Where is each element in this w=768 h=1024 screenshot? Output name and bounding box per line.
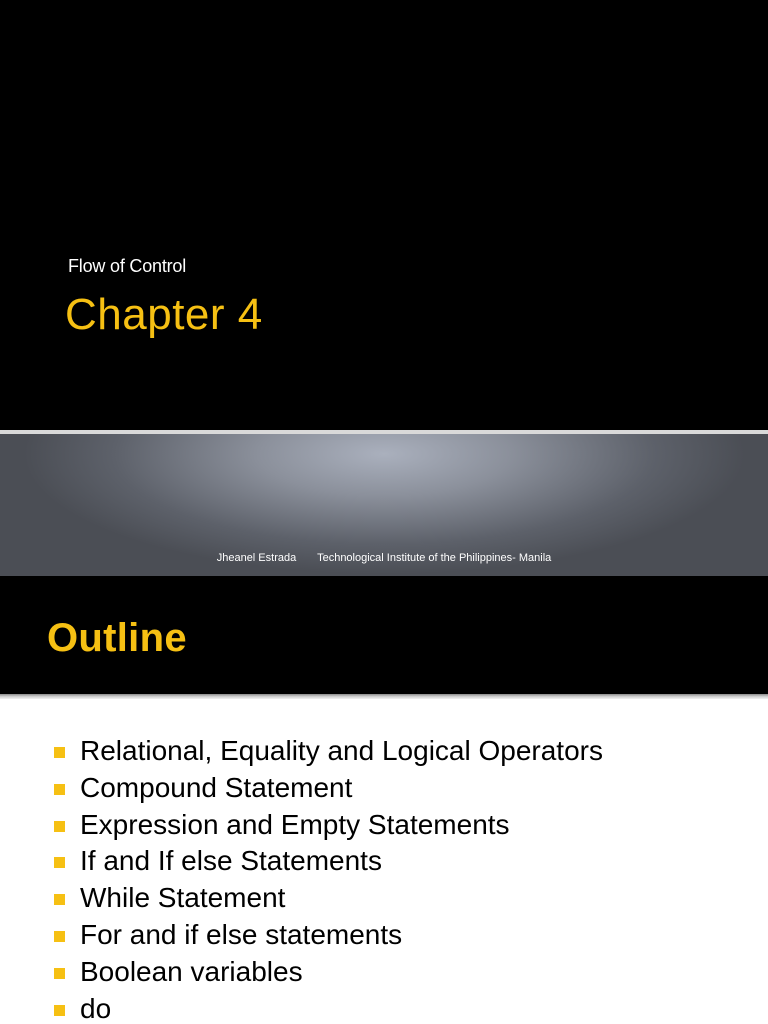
bullet-list <box>52 733 603 1024</box>
footer-author: Jheanel Estrada <box>216 552 297 564</box>
outline-body <box>0 699 768 1024</box>
list-item <box>52 917 603 954</box>
outline-slide <box>0 576 768 1024</box>
list-item-text: While Statement <box>80 882 286 914</box>
list-item <box>52 991 603 1024</box>
list-item-text: If and If else Statements <box>80 845 382 877</box>
list-item <box>52 733 603 770</box>
list-item <box>52 770 603 807</box>
square-bullet-icon <box>54 821 65 832</box>
slide-subtitle: Flow of Control <box>68 256 187 276</box>
list-item <box>52 843 603 880</box>
list-item-text: For and if else statements <box>80 918 403 950</box>
square-bullet-icon <box>54 857 65 868</box>
outline-title: Outline <box>47 616 187 660</box>
list-item-text: Expression and Empty Statements <box>80 808 510 840</box>
list-item-text: do <box>80 992 112 1024</box>
outline-header <box>0 576 768 694</box>
square-bullet-icon <box>54 747 65 758</box>
slide-title: Chapter 4 <box>65 290 263 339</box>
square-bullet-icon <box>54 968 65 979</box>
square-bullet-icon <box>54 894 65 905</box>
square-bullet-icon <box>54 931 65 942</box>
square-bullet-icon <box>54 784 65 795</box>
list-item <box>52 880 603 917</box>
list-item-text: Compound Statement <box>80 771 353 803</box>
square-bullet-icon <box>54 1005 65 1016</box>
list-item-text: Relational, Equality and Logical Operators <box>80 735 603 766</box>
list-item <box>52 954 603 991</box>
list-item <box>52 807 603 844</box>
footer-institution: Technological Institute of the Philippines- Manila <box>317 552 552 564</box>
slide-footer <box>0 552 768 564</box>
list-item-text: Boolean variables <box>80 955 303 987</box>
